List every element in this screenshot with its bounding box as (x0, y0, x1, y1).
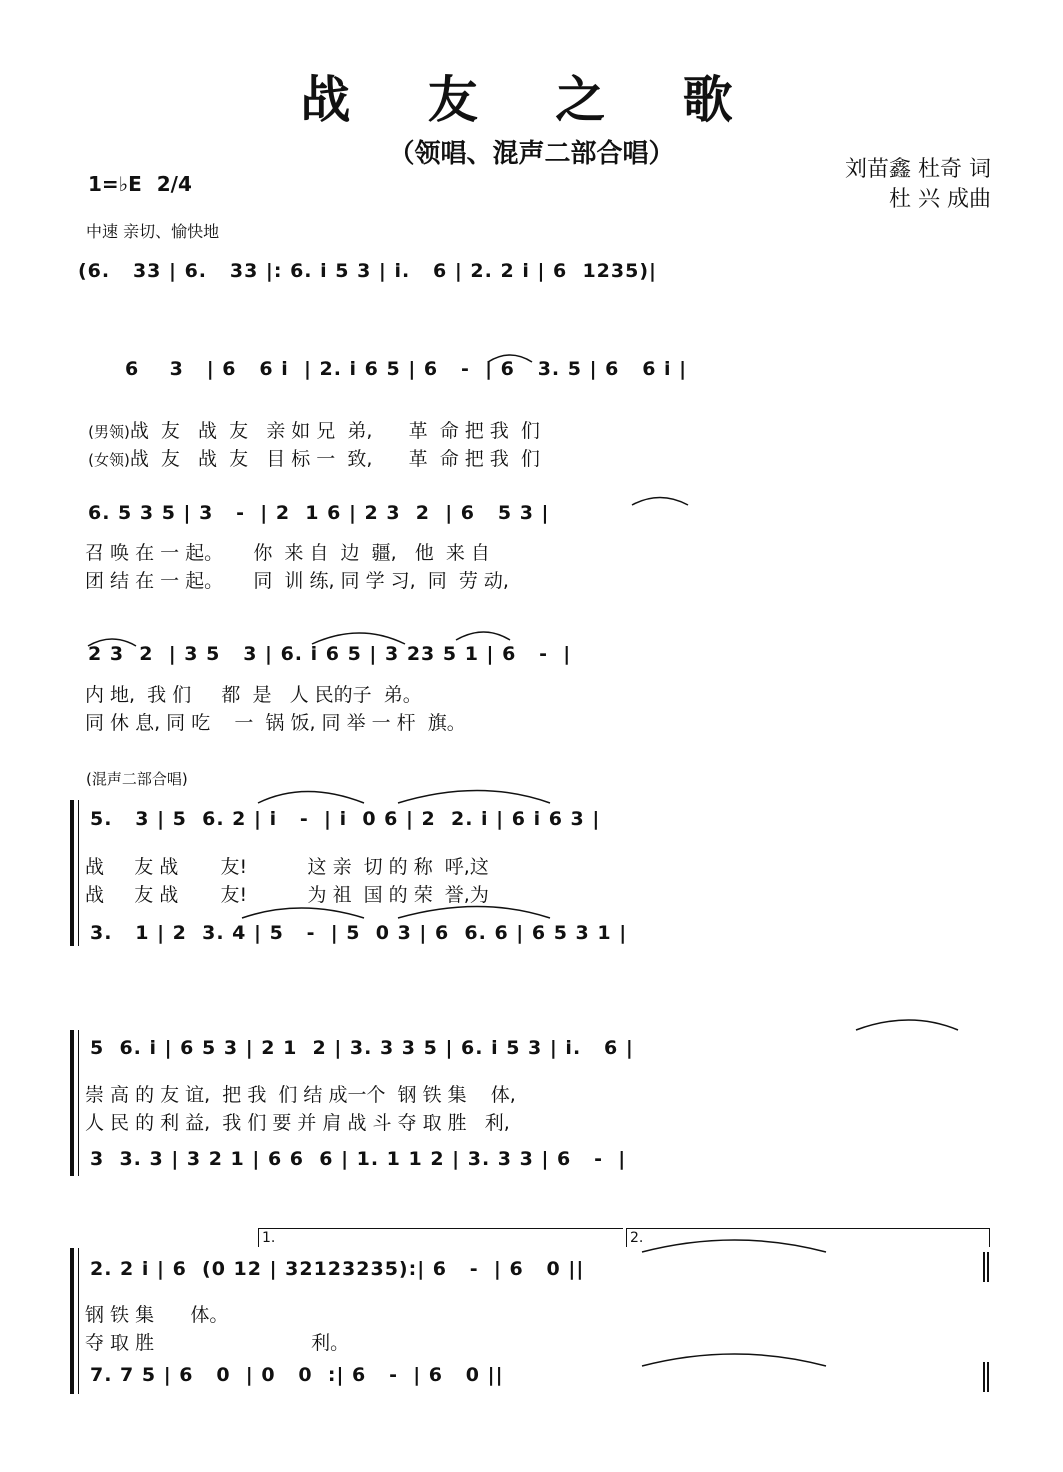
slur-mark (398, 791, 550, 804)
first-ending-label: 1. (262, 1230, 276, 1246)
line5-lyrics-1: 战 友 战 友! 这 亲 切 的 称 呼,这 (85, 856, 489, 878)
line3-lyrics-1: 召 唤 在 一 起。 你 来 自 边 疆, 他 来 自 (85, 542, 490, 564)
line3-notation: 6. 5 3 5 | 3 - | 2 1 6 | 2 3 2 | 6 5 3 | (88, 502, 550, 524)
female-lead-lyrics: 战 友 战 友 目 标 一 致, 革 命 把 我 们 (129, 448, 540, 470)
slur-mark (398, 907, 550, 919)
song-title: 战 友 之 歌 (300, 70, 763, 129)
line4-notation: 2 3 2 | 3 5 3 | 6. i 6 5 | 3 23 5 1 | 6 - | (88, 643, 572, 665)
female-lead-label: (女领) (88, 451, 130, 469)
line6-upper-notation: 5 6. i | 6 5 3 | 2 1 2 | 3. 3 3 5 | 6. i 5 3 | i. 6 | (90, 1037, 634, 1059)
line7-lyrics-1: 钢 铁 集 体。 (85, 1304, 229, 1326)
line4-lyrics-1: 内 地, 我 们 都 是 人 民的子 弟。 (85, 684, 422, 706)
line2-notation: 6 3 | 6 6 i | 2. i 6 5 | 6 - | 6 3. 5 | 6 6 i | (125, 358, 688, 380)
line5-lower-notation: 3. 1 | 2 3. 4 | 5 - | 5 0 3 | 6 6. 6 | 6 5 3 1 | (90, 922, 628, 944)
line4-lyrics-2: 同 休 息, 同 吃 一 锅 饭, 同 举 一 杆 旗。 (85, 712, 466, 734)
line5-upper-notation: 5. 3 | 5 6. 2 | i - | i 0 6 | 2 2. i | 6 i 6 3 | (90, 808, 601, 830)
line7-upper-notation: 2. 2 i | 6 (0 12 | 32123235):| 6 - | 6 0 || (90, 1258, 585, 1280)
line7-lower-notation: 7. 7 5 | 6 0 | 0 0 :| 6 - | 6 0 || (90, 1364, 504, 1386)
line6-lower-notation: 3 3. 3 | 3 2 1 | 6 6 6 | 1. 1 1 2 | 3. 3 3 | 6 - | (90, 1148, 627, 1170)
intro-notation: (6. 33 | 6. 33 |: 6. i 5 3 | i. 6 | 2. 2 i | 6 1235)| (78, 260, 657, 282)
slur-mark (632, 498, 688, 506)
slur-mark (642, 1354, 826, 1366)
time-signature: 2/4 (156, 172, 192, 196)
slur-mark (88, 639, 136, 646)
slur-mark (312, 633, 405, 644)
lyricist-credit: 刘苗鑫 杜奇 词 (845, 157, 991, 182)
line5-lyrics-2: 战 友 战 友! 为 祖 国 的 荣 誉,为 (85, 884, 489, 906)
song-subtitle: （领唱、混声二部合唱） (388, 139, 675, 169)
line6-lyrics-1: 崇 高 的 友 谊, 把 我 们 结 成一个 钢 铁 集 体, (85, 1084, 516, 1106)
slur-mark (488, 355, 532, 362)
tempo-marking: 中速 亲切、愉快地 (86, 222, 220, 241)
line6-lyrics-2: 人 民 的 利 益, 我 们 要 并 肩 战 斗 夺 取 胜 利, (85, 1112, 510, 1134)
slur-mark (456, 632, 510, 640)
slur-mark (856, 1020, 958, 1030)
line7-lyrics-2: 夺 取 胜 利。 (85, 1332, 350, 1354)
slur-mark (242, 908, 364, 918)
chorus-section-label: (混声二部合唱) (86, 770, 188, 788)
slur-mark (258, 792, 364, 804)
male-lead-lyrics: 战 友 战 友 亲 如 兄 弟, 革 命 把 我 们 (129, 420, 540, 442)
composer-credit: 杜 兴 成曲 (889, 187, 991, 212)
line3-lyrics-2: 团 结 在 一 起。 同 训 练, 同 学 习, 同 劳 动, (85, 570, 509, 592)
slur-mark (642, 1240, 826, 1252)
key-value: 1=♭E (88, 172, 142, 196)
second-ending-label: 2. (630, 1230, 644, 1246)
male-lead-label: (男领) (88, 423, 130, 441)
